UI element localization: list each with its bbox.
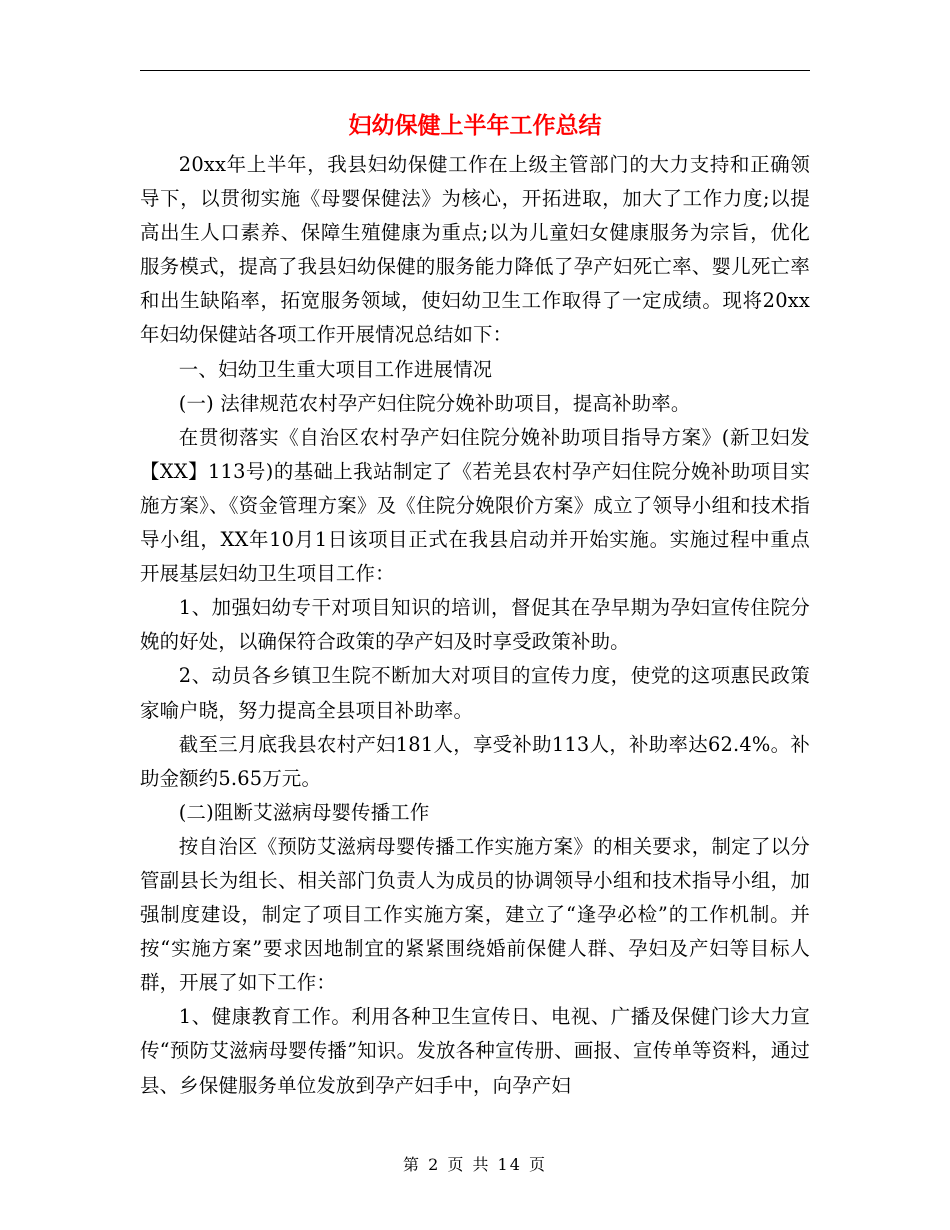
paragraph-item-1: 1、加强妇幼专干对项目知识的培训，督促其在孕早期为孕妇宣传住院分娩的好处，以确保符合政策的孕产妇及时享受政策补助。 <box>140 596 810 654</box>
heading-subsection-1: (一) 法律规范农村孕产妇住院分娩补助项目，提高补助率。 <box>178 391 691 415</box>
paragraph-statistics: 截至三月底我县农村产妇181人，享受补助113人，补助率达62.4%。补助金额约5.65万元。 <box>140 732 810 790</box>
document-title: 妇幼保健上半年工作总结 <box>348 112 602 139</box>
paragraph-subsidy-plan: 在贯彻落实《自治区农村孕产妇住院分娩补助项目指导方案》(新卫妇发【XX】113号)的基础上我站制定了《若羌县农村孕产妇住院分娩补助项目实施方案》、《资金管理方案》及《住院分娩限价方案》成立了领导小组和技术指导小组，XX年10月1日该项目正式在我县启动并开始实施。实施过程中重点开展基层妇幼卫生项目工作： <box>140 425 810 586</box>
page-footer: 第 2 页 共 14 页 <box>403 1155 547 1174</box>
paragraph-item-2: 2、动员各乡镇卫生院不断加大对项目的宣传力度，使党的这项惠民政策家喻户晓，努力提高全县项目补助率。 <box>140 664 810 722</box>
heading-subsection-2: (二)阻断艾滋病母婴传播工作 <box>178 800 430 824</box>
document-body <box>140 148 810 1103</box>
paragraph-hiv-plan: 按自治区《预防艾滋病母婴传播工作实施方案》的相关要求，制定了以分管副县长为组长、相关部门负责人为成员的协调领导小组和技术指导小组，加强制度建设，制定了项目工作实施方案，建立了“逢孕必检”的工作机制。并按“实施方案”要求因地制宜的紧紧围绕婚前保健人群、孕妇及产妇等目标人群，开展了如下工作： <box>140 834 810 995</box>
paragraph-intro: 20xx年上半年，我县妇幼保健工作在上级主管部门的大力支持和正确领导下，以贯彻实施《母婴保健法》为核心，开拓进取，加大了工作力度;以提高出生人口素养、保障生殖健康为重点;以为儿童妇女健康服务为宗旨，优化服务模式，提高了我县妇幼保健的服务能力降低了孕产妇死亡率、婴儿死亡率和出生缺陷率，拓宽服务领域，使妇幼卫生工作取得了一定成绩。现将20xx年妇幼保健站各项工作开展情况总结如下： <box>140 153 810 347</box>
heading-section-1: 一、妇幼卫生重大项目工作进展情况 <box>178 357 493 381</box>
header-rule <box>140 70 810 71</box>
paragraph-health-education: 1、健康教育工作。利用各种卫生宣传日、电视、广播及保健门诊大力宣传“预防艾滋病母婴传播”知识。发放各种宣传册、画报、宣传单等资料，通过县、乡保健服务单位发放到孕产妇手中，向孕产妇 <box>140 1005 810 1097</box>
